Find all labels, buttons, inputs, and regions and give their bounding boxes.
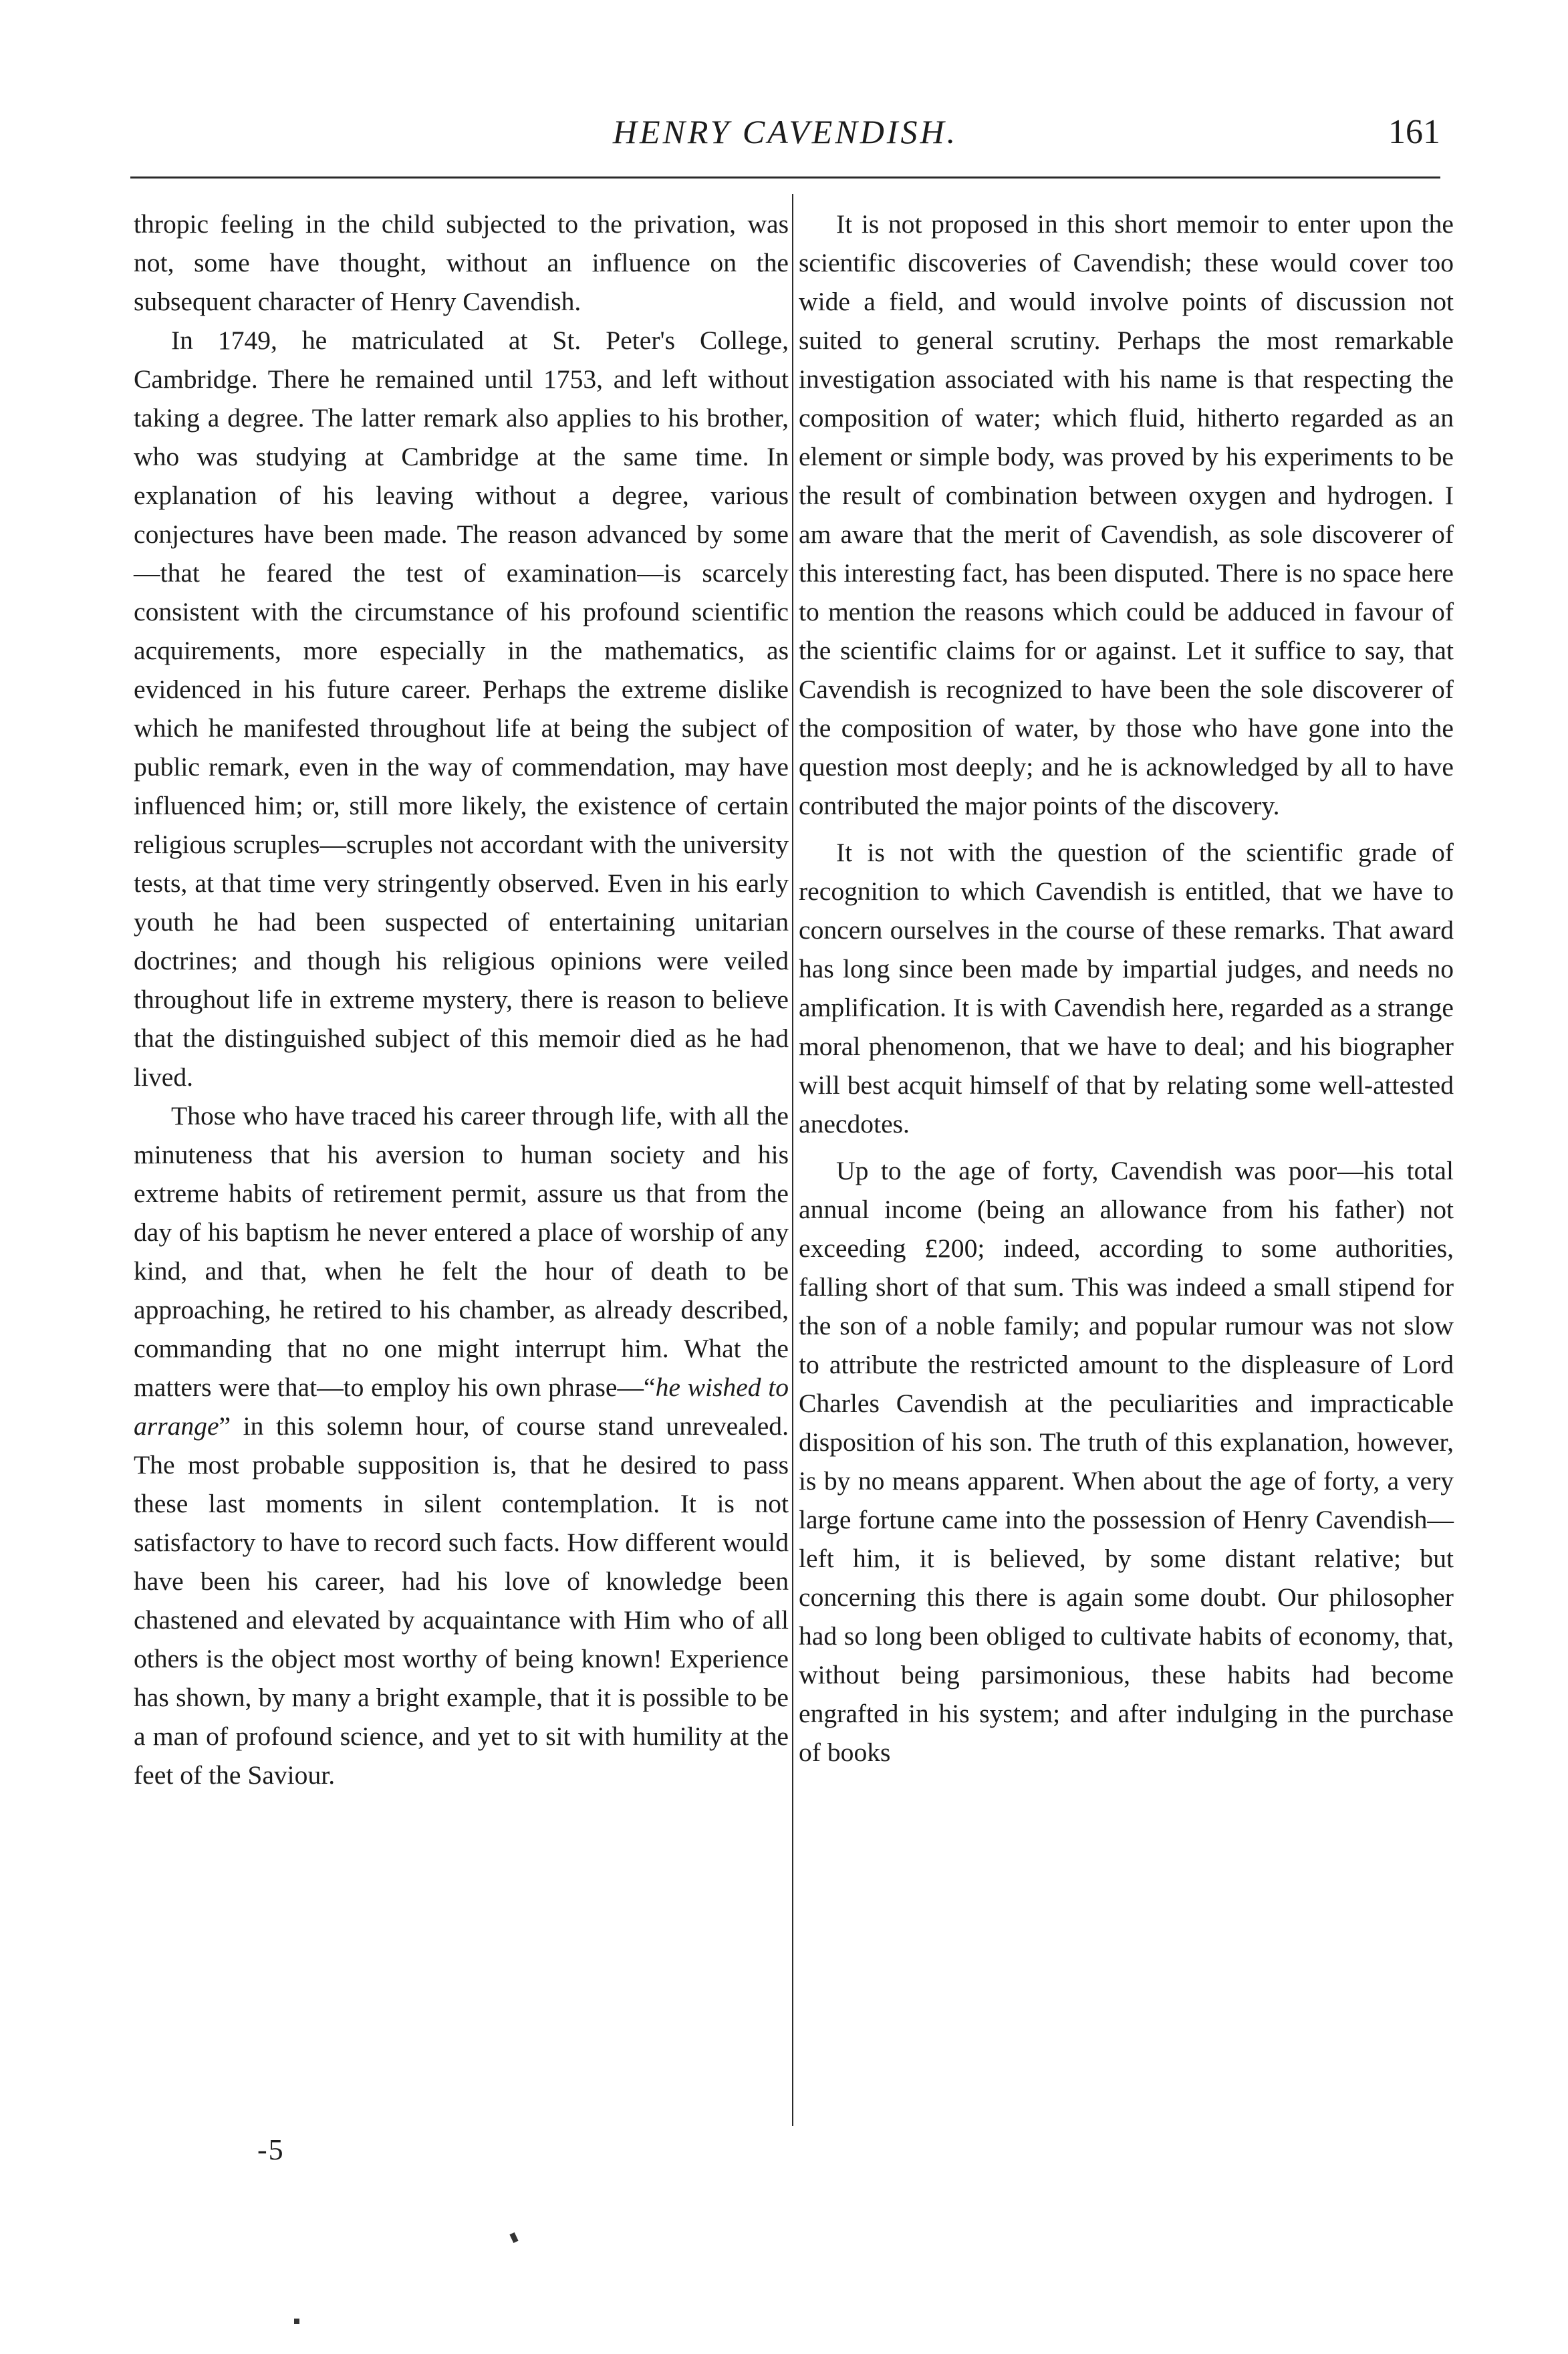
signature-mark: -5 [257,2133,285,2166]
paragraph-text: Those who have traced his career through life, with all the minuteness that his aversion to human society and his extreme habits of retirement permit, assure us that from the day of his baptism he never entered a place of worship of any kind, and that, when he felt the hour of death to be approaching, he retired to his chamber, as already described, commanding that no one might interrupt him. What the matters were that—to employ his own phrase—“ [134,1101,789,1402]
column-divider [792,194,793,2126]
page-number: 161 [1388,113,1440,151]
paragraph [134,1096,789,1794]
paragraph: It is not proposed in this short memoir to enter upon the scientific discoveries of Cavendish; these would cover too wide a field, and would involve points of discussion not suited to general scrutiny. Perhaps the most remarkable investigation associated with his name is that respecting the composition of water; which fluid, hitherto regarded as an element or simple body, was proved by his experiments to be the result of combination between oxygen and hydrogen. I am aware that the merit of Cavendish, as sole discoverer of this interesting fact, has been disputed. There is no space here to mention the reasons which could be adduced in favour of the scientific claims for or against. Let it suffice to say, that Cavendish is recognized to have been the sole discoverer of the composition of water, by those who have gone into the question most deeply; and he is acknowledged by all to have contributed the major points of the discovery. [799,209,1454,820]
quoted-phrase: he wished to arrange [134,1373,789,1441]
page-header [130,107,1440,167]
paragraph: It is not with the question of the scientific grade of recognition to which Cavendish is entitled, that we have to concern ourselves in the course of these remarks. That award has long since been made by impartial judges, and needs no amplification. It is with Cavendish here, regarded as a strange moral phenomenon, that we have to deal; and his biographer will best acquit himself of that by relating some well-attested anecdotes. [799,838,1454,1139]
ink-speck [294,2319,299,2324]
paragraph-text: ” in this solemn hour, of course stand unrevealed. The most probable supposition is, that he desired to pass these last moments in silent contemplation. It is not satisfactory to have to record such facts. How different would have been his career, had his love of knowledge been chastened and elevated by acquaintance with Him who of all others is the object most worthy of being known! Experience has shown, by many a bright example, that it is possible to be a man of profound science, and yet to sit with humility at the feet of the Saviour. [134,1411,789,1790]
running-title: HENRY CAVENDISH. [612,113,958,150]
paragraph: thropic feeling in the child subjected to the privation, was not, some have thought, without an influence on the subsequent character of Henry Cavendish. [134,209,789,316]
right-column [799,205,1454,1772]
left-column [134,205,789,1794]
paragraph: Up to the age of forty, Cavendish was poor—his total annual income (being an allowance from his father) not exceeding £200; indeed, according to some authorities, falling short of that sum. This was indeed a small stipend for the son of a noble family; and popular rumour was not slow to attribute the restricted amount to the displeasure of Lord Charles Cavendish at the peculiarities and impracticable disposition of his son. The truth of this explanation, however, is by no means apparent. When about the age of forty, a very large fortune came into the possession of Henry Cavendish—left him, it is believed, by some distant relative; but concerning this there is again some doubt. Our philosopher had so long been obliged to cultivate habits of economy, that, without being parsimonious, these habits had become engrafted in his system; and after indulging in the purchase of books [799,1156,1454,1767]
paragraph: In 1749, he matriculated at St. Peter's College, Cambridge. There he remained until 1753, and left without taking a degree. The latter remark also applies to his brother, who was studying at Cambridge at the same time. In explanation of his leaving without a degree, various conjectures have been made. The reason advanced by some—that he feared the test of examination—is scarcely consistent with the circumstance of his profound scientific acquirements, more especially in the mathematics, as evidenced in his future career. Perhaps the extreme dislike which he manifested throughout life at being the subject of public remark, even in the way of commendation, may have influenced him; or, still more likely, the existence of certain religious scruples—scruples not accordant with the university tests, at that time very stringently observed. Even in his early youth he had been suspected of entertaining unitarian doctrines; and though his religious opinions were veiled throughout life in extreme mystery, there is reason to believe that the distinguished subject of this memoir died as he had lived. [134,326,789,1092]
ink-speck [509,2232,518,2243]
header-rule [130,176,1440,179]
